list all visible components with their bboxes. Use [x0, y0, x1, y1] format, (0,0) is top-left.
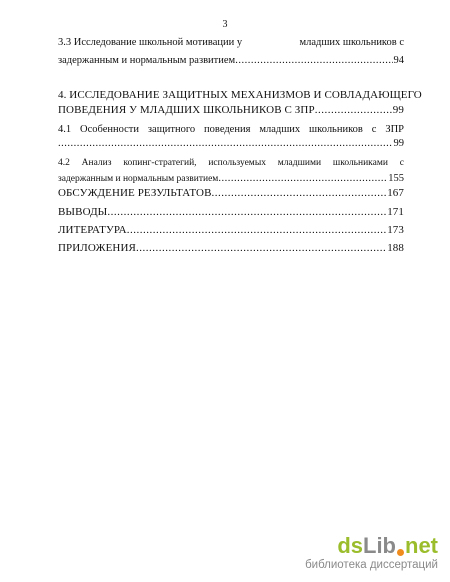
logo-lib: Lib [363, 533, 396, 558]
toc-conclusions-title: ВЫВОДЫ [58, 206, 108, 218]
logo-ds: ds [337, 533, 363, 558]
toc-literature-title: ЛИТЕРАТУРА [58, 224, 127, 236]
toc-item-3-3-line2 [58, 54, 404, 67]
toc-chapter-4-line1: 4. ИССЛЕДОВАНИЕ ЗАЩИТНЫХ МЕХАНИЗМОВ И СОВЛАДАЮЩЕГО [58, 89, 422, 101]
toc-literature-page: 173 [387, 224, 404, 236]
dslib-logo [305, 534, 438, 558]
toc-item-4-1-line1: 4.1 Особенности защитного поведения младших школьников с ЗПР [58, 124, 404, 135]
toc-item-4-2-page: 155 [388, 173, 404, 184]
toc-chapter-4-line2 [58, 104, 404, 117]
toc-appendices-page: 188 [387, 242, 404, 254]
toc-chapter-4-page: 99 [392, 104, 404, 116]
toc-literature [58, 224, 404, 237]
leader-dots [315, 104, 392, 117]
dslib-watermark [305, 534, 438, 572]
toc-appendices [58, 242, 404, 255]
toc-item-3-3-page: 94 [393, 55, 404, 66]
logo-dot-icon [397, 549, 404, 556]
toc-item-4-2-line2 [58, 172, 404, 186]
watermark-subtitle: библиотека диссертаций [305, 559, 438, 571]
toc-item-3-3-line1 [58, 36, 404, 49]
toc-appendices-title: ПРИЛОЖЕНИЯ [58, 242, 136, 254]
toc-chapter-4-title-cont: ПОВЕДЕНИЯ У МЛАДШИХ ШКОЛЬНИКОВ С ЗПР [58, 104, 315, 116]
leader-dots [136, 242, 386, 255]
toc-conclusions-page: 171 [387, 206, 404, 218]
toc-item-4-1-page: 99 [393, 138, 404, 149]
leader-dots [107, 206, 386, 219]
page-number: 3 [222, 19, 228, 30]
toc-item-4-1-line2 [58, 137, 404, 150]
toc-discussion-title: ОБСУЖДЕНИЕ РЕЗУЛЬТАТОВ [58, 187, 212, 199]
leader-dots [127, 224, 386, 237]
leader-dots [235, 54, 392, 67]
toc-item-3-3-title-right: младших школьников с [299, 37, 404, 48]
toc-item-4-2-title-cont: задержанным и нормальным развитием [58, 174, 219, 184]
leader-dots [212, 187, 387, 200]
leader-dots [58, 137, 393, 150]
toc-discussion [58, 187, 404, 200]
toc-item-3-3-title-left: 3.3 Исследование школьной мотивации у [58, 37, 243, 48]
toc-item-3-3-title-cont: задержанным и нормальным развитием [58, 55, 236, 66]
logo-net: net [405, 533, 438, 558]
toc-item-4-2-line1: 4.2 Анализ копинг-стратегий, используемых младшими школьниками с [58, 158, 404, 168]
toc-conclusions [58, 206, 404, 219]
leader-dots [218, 172, 387, 185]
toc-discussion-page: 167 [387, 187, 404, 199]
